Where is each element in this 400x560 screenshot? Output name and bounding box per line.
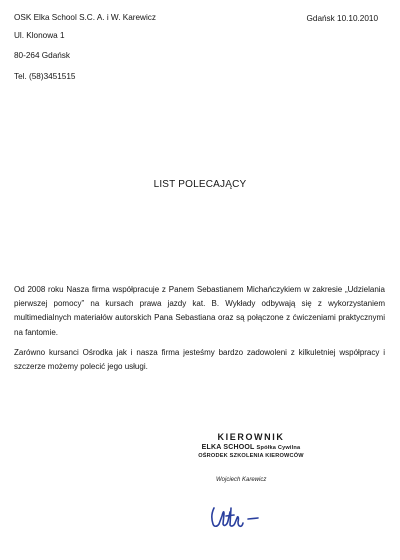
sender-block [14, 14, 156, 81]
stamp-company-name: ELKA SCHOOL [201, 444, 255, 451]
letter-date: Gdańsk 10.10.2010 [306, 14, 378, 23]
sender-phone: Tel. (58)3451515 [14, 71, 76, 81]
company-stamp [176, 433, 326, 459]
letter-title: LIST POLECAJĄCY [153, 179, 247, 190]
stamp-company-line [176, 444, 326, 452]
body-paragraph: Od 2008 roku Nasza firma współpracuje z Panem Sebastianem Michańczykiem w zakresie „Udzielania pierwszej pomocy” na kursach prawa jazdy kat. B. Wykłady odbywają się z wykorzystaniem multimedialnych materiałów autorskich Pana Sebastiana oraz są połączone z ćwiczeniami praktycznymi na fantomie. [14, 285, 385, 337]
stamp-position: KIEROWNIK [217, 432, 285, 442]
letter-body [14, 283, 385, 380]
stamp-company-description: OŚRODEK SZKOLENIA KIEROWCÓW [198, 452, 304, 459]
handwritten-signature [200, 494, 280, 534]
stamp-company-type: Spółka Cywilna [256, 445, 301, 451]
sender-company: OSK Elka School S.C. A. i W. Karewicz [14, 13, 156, 22]
body-paragraph: Zarówno kursanci Ośrodka jak i nasza firma jesteśmy bardzo zadowoleni z kilkuletniej współpracy i szczerze możemy polecić jego usługi. [14, 347, 385, 372]
sender-street: Ul. Klonowa 1 [14, 31, 65, 41]
sender-postal-code: 80-264 Gdańsk [14, 51, 70, 61]
signer-name: Wojciech Karewicz [216, 477, 267, 483]
